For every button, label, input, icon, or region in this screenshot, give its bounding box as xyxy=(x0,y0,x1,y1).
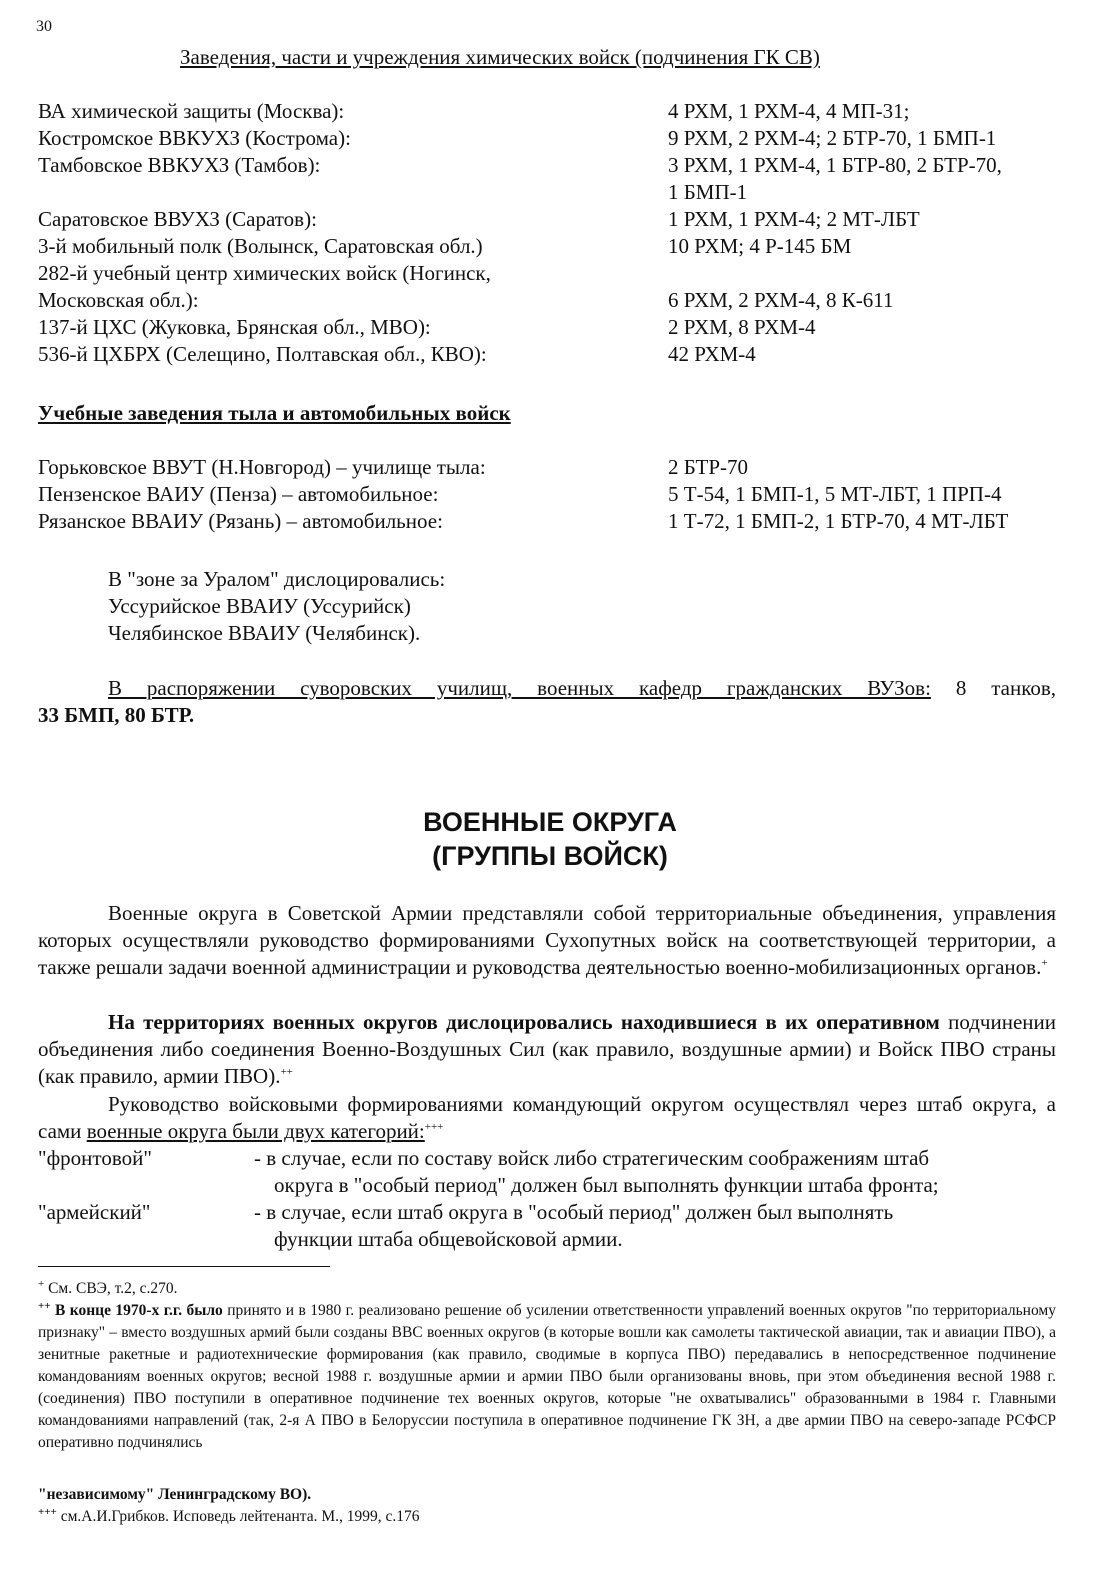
rear-row-equipment: 1 Т-72, 1 БМП-2, 1 БТР-70, 4 МТ-ЛБТ xyxy=(668,509,1009,533)
chemical-row-equipment: 10 РХМ; 4 Р-145 БМ xyxy=(668,234,852,258)
paragraph-2-text: подчинении объединения либо соединения Военно-Воздушных Сил (как правило, воздушные армии) и Войск ПВО страны (как правило, армии ПВО). xyxy=(38,1010,1056,1088)
chemical-row-equipment: 2 РХМ, 8 РХМ-4 xyxy=(668,315,816,339)
footnote-1-text: См. СВЭ, т.2, с.270. xyxy=(44,1280,178,1297)
rear-row-equipment: 2 БТР-70 xyxy=(668,455,749,479)
chemical-row-label: 282-й учебный центр химических войск (Ногинск, xyxy=(38,261,491,285)
heading-groups-of-forces: (ГРУППЫ ВОЙСК) xyxy=(432,841,668,871)
urals-line: Челябинское ВВАИУ (Челябинск). xyxy=(108,621,421,645)
chemical-row-label: 137-й ЦХС (Жуковка, Брянская обл., МВО): xyxy=(38,315,431,339)
footnote-divider xyxy=(38,1266,330,1267)
suvorov-underlined: В распоряжении суворовских училищ, военных кафедр гражданских ВУЗов: xyxy=(108,676,931,700)
paragraph-1 xyxy=(38,900,1056,981)
paragraph-3 xyxy=(38,1091,1056,1145)
category-desc: округа в "особый период" должен был выполнять функции штаба фронта; xyxy=(274,1173,939,1197)
chemical-row-equipment: 42 РХМ-4 xyxy=(668,342,756,366)
chemical-row-equipment: 4 РХМ, 1 РХМ-4, 4 МП-31; xyxy=(668,99,910,123)
footnote-3 xyxy=(38,1506,420,1528)
footnote-ref-1: + xyxy=(1041,957,1048,969)
chemical-row-label: Костромское ВВКУХЗ (Кострома): xyxy=(38,126,351,150)
footnote-mark-3: +++ xyxy=(38,1505,57,1518)
page-number: 30 xyxy=(36,18,52,35)
footnote-2-end: "независимому" Ленинградскому ВО). xyxy=(38,1486,312,1503)
heading-military-districts: ВОЕННЫЕ ОКРУГА xyxy=(423,807,677,837)
urals-line: В "зоне за Уралом" дислоцировались: xyxy=(108,567,446,591)
footnote-2 xyxy=(38,1300,1056,1454)
paragraph-3-underlined: военные округа были двух категорий: xyxy=(86,1119,425,1143)
chemical-row-label: ВА химической защиты (Москва): xyxy=(38,99,345,123)
suvorov-rest: 8 танков, xyxy=(930,676,1057,700)
paragraph-3-text: Руководство войсковыми формированиями командующий округом осуществлял через штаб округа, а сами xyxy=(38,1092,1056,1143)
chemical-row-label: Московская обл.): xyxy=(38,288,199,312)
section-title-chemical: Заведения, части и учреждения химических войск (подчинения ГК СВ) xyxy=(180,45,820,69)
footnote-mark-2: ++ xyxy=(38,1299,51,1312)
chemical-row-label: Тамбовское ВВКУХЗ (Тамбов): xyxy=(38,153,321,177)
footnote-ref-3: +++ xyxy=(424,1121,444,1133)
chemical-row-equipment: 1 БМП-1 xyxy=(668,180,748,204)
category-term: "фронтовой" xyxy=(38,1146,152,1170)
footnote-2-text: принято и в 1980 г. реализовано решение об усилении ответственности управлений военных округов "по территориальному признаку" – вместо воздушных армий были созданы ВВС военных округов (в которые вошли как самолеты тактической авиации, так и авиации ПВО), а зенитные ракетные и радиотехнические формирования (как правило, сводимые в корпуса ПВО) передавались в непосредственное подчинение командованиям военных округов; весной 1988 г. воздушные армии и армии ПВО были организованы вновь, при этом объединения весной 1988 г. (соединения) ПВО поступили в оперативное подчинение тех военных округов, которые "не охватывались" образованными в 1984 г. Главными командованиями направлений (так, 2-я А ПВО в Белоруссии поступила в оперативное подчинение ГК ЗН, а две армии ПВО на северо-западе РСФСР оперативно подчинялись xyxy=(38,1302,1056,1451)
rear-row-label: Пензенское ВАИУ (Пенза) – автомобильное: xyxy=(38,482,439,506)
paragraph-2-bold: На территориях военных округов дислоцировались находившиеся в их оперативном xyxy=(108,1010,940,1034)
chemical-row-label: 3-й мобильный полк (Волынск, Саратовская обл.) xyxy=(38,234,483,258)
footnote-ref-2: ++ xyxy=(280,1066,293,1078)
chemical-row-label: Саратовское ВВУХЗ (Саратов): xyxy=(38,207,317,231)
category-desc: - в случае, если штаб округа в "особый период" должен был выполнять xyxy=(254,1200,894,1224)
suvorov-paragraph xyxy=(108,675,1056,702)
chemical-row-equipment: 1 РХМ, 1 РХМ-4; 2 МТ-ЛБТ xyxy=(668,207,920,231)
chemical-row-equipment: 9 РХМ, 2 РХМ-4; 2 БТР-70, 1 БМП-1 xyxy=(668,126,997,150)
footnote-1 xyxy=(38,1278,178,1300)
footnote-3-text: см.А.И.Грибков. Исповедь лейтенанта. М., 1999, с.176 xyxy=(56,1508,420,1525)
category-desc: функции штаба общевойсковой армии. xyxy=(274,1227,623,1251)
section-title-rear: Учебные заведения тыла и автомобильных войск xyxy=(38,401,511,425)
paragraph-2 xyxy=(38,1009,1056,1090)
chemical-row-equipment: 6 РХМ, 2 РХМ-4, 8 К-611 xyxy=(668,288,894,312)
rear-row-label: Горьковское ВВУТ (Н.Новгород) – училище тыла: xyxy=(38,455,486,479)
paragraph-1-text: Военные округа в Советской Армии представляли собой территориальные объединения, управления которых осуществляли руководство формированиями Сухопутных войск на соответствующей территории, а также решали задачи военной администрации и руководства деятельностью военно-мобилизационных органов. xyxy=(38,901,1056,979)
suvorov-line2: 33 БМП, 80 БТР. xyxy=(38,703,195,727)
chemical-row-equipment: 3 РХМ, 1 РХМ-4, 1 БТР-80, 2 БТР-70, xyxy=(668,153,1002,177)
category-desc: - в случае, если по составу войск либо стратегическим соображениям штаб xyxy=(254,1146,930,1170)
footnote-2-bold: В конце 1970-х г.г. было xyxy=(50,1302,223,1319)
rear-row-label: Рязанское ВВАИУ (Рязань) – автомобильное: xyxy=(38,509,443,533)
urals-line: Уссурийское ВВАИУ (Уссурийск) xyxy=(108,594,411,618)
chemical-row-label: 536-й ЦХБРХ (Селещино, Полтавская обл., КВО): xyxy=(38,342,487,366)
category-term: "армейский" xyxy=(38,1200,151,1224)
rear-row-equipment: 5 Т-54, 1 БМП-1, 5 МТ-ЛБТ, 1 ПРП-4 xyxy=(668,482,1002,506)
footnote-mark-1: + xyxy=(38,1277,45,1290)
